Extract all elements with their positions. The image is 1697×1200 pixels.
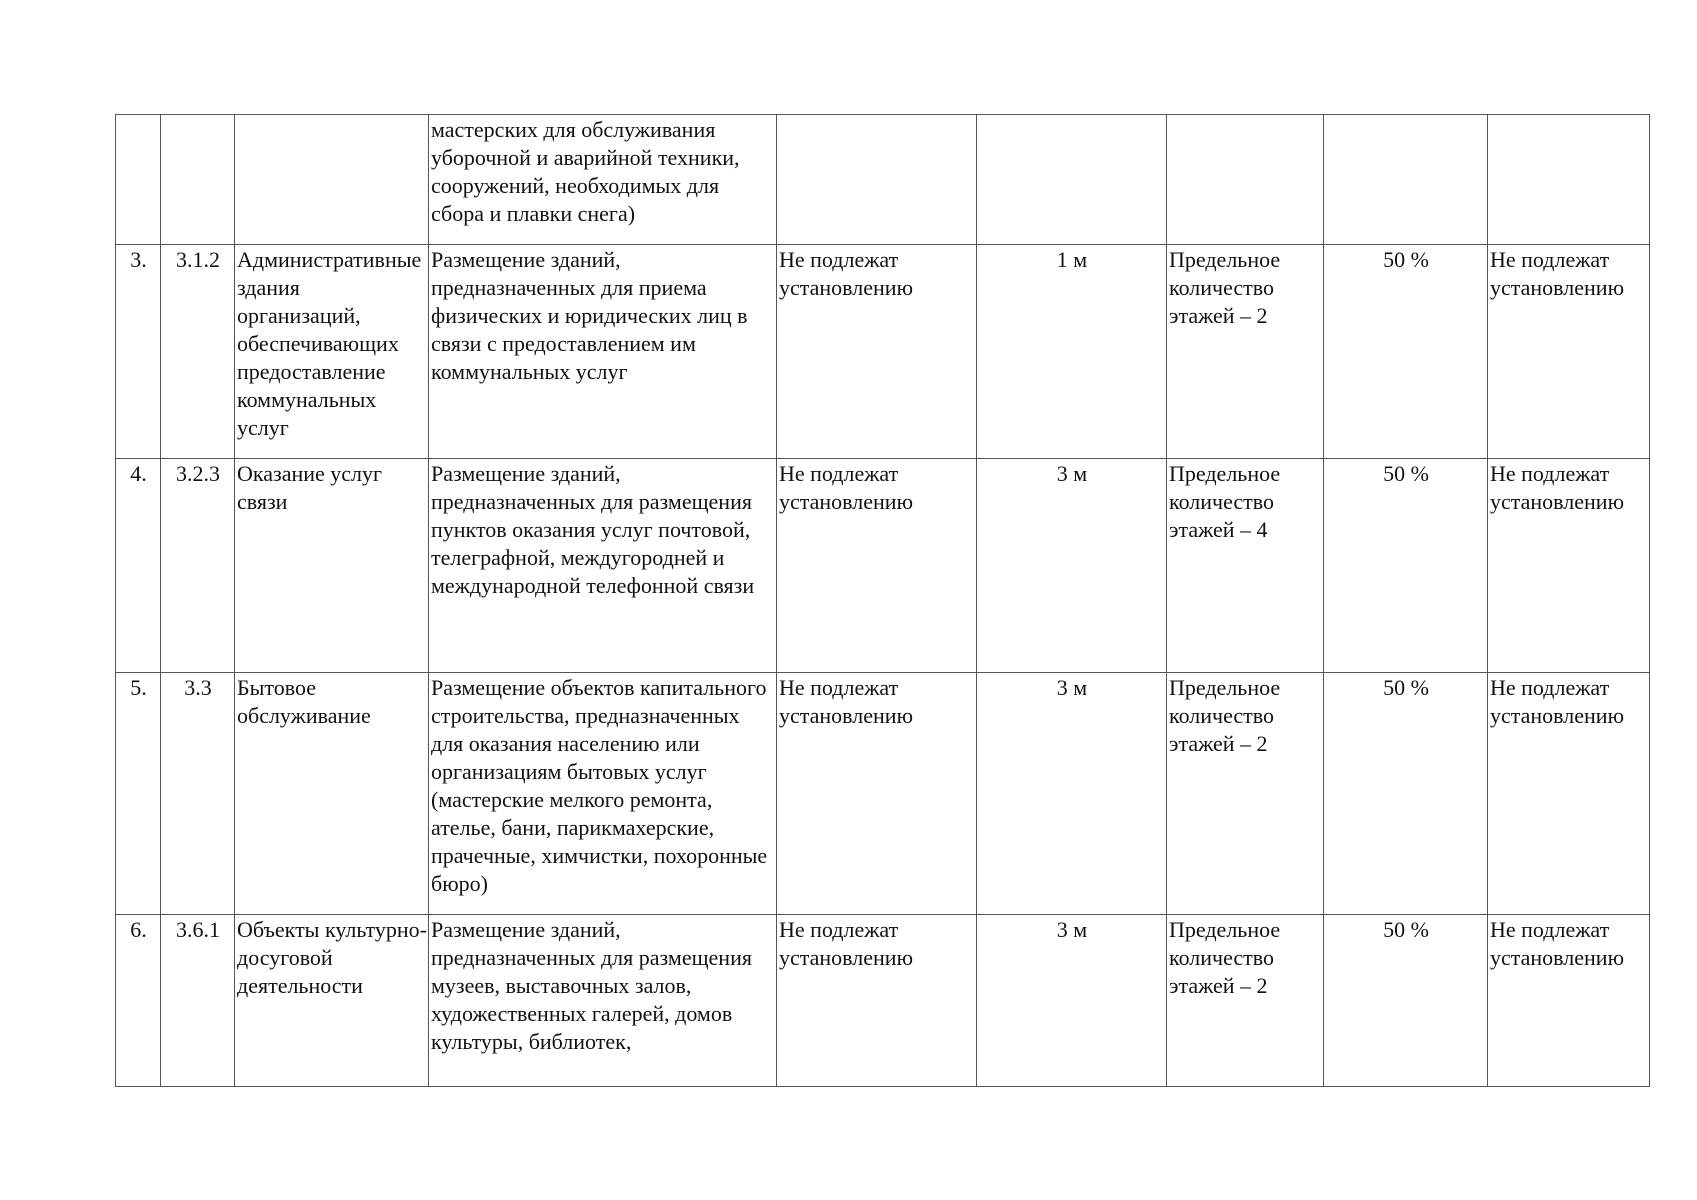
table-row: [116, 915, 1650, 1087]
use-code-cell: 3.6.1: [161, 915, 235, 1087]
setback-cell: 3 м: [977, 673, 1167, 915]
use-name-cell: Объекты культурно-досуговой деятельности: [235, 915, 429, 1087]
use-description-cell: Размещение зданий, предназначенных для приема физических и юридических лиц в связи с предоставлением им коммунальных услуг: [429, 245, 777, 459]
coverage-cell: [1324, 115, 1488, 245]
floors-cell: Предельное количество этажей – 4: [1167, 459, 1324, 673]
other-params-cell: Не подлежат установлению: [1488, 915, 1650, 1087]
row-number-cell: 5.: [116, 673, 161, 915]
other-params-cell: [1488, 115, 1650, 245]
table-row: [116, 115, 1650, 245]
coverage-cell: 50 %: [1324, 915, 1488, 1087]
use-code-cell: [161, 115, 235, 245]
setback-cell: 3 м: [977, 459, 1167, 673]
setback-cell: 3 м: [977, 915, 1167, 1087]
use-name-cell: Административные здания организаций, обеспечивающих предоставление коммунальных услуг: [235, 245, 429, 459]
use-description-cell: Размещение зданий, предназначенных для размещения музеев, выставочных залов, художественных галерей, домов культуры, библиотек,: [429, 915, 777, 1087]
floors-cell: [1167, 115, 1324, 245]
use-description-cell: Размещение зданий, предназначенных для размещения пунктов оказания услуг почтовой, телеграфной, междугородней и международной телефонной связи: [429, 459, 777, 673]
use-name-cell: Оказание услуг связи: [235, 459, 429, 673]
other-params-cell: Не подлежат установлению: [1488, 245, 1650, 459]
table-row: [116, 673, 1650, 915]
plot-area-cell: Не подлежат установлению: [777, 915, 977, 1087]
plot-area-cell: Не подлежат установлению: [777, 245, 977, 459]
use-code-cell: 3.2.3: [161, 459, 235, 673]
other-params-cell: Не подлежат установлению: [1488, 459, 1650, 673]
use-code-cell: 3.1.2: [161, 245, 235, 459]
floors-cell: Предельное количество этажей – 2: [1167, 915, 1324, 1087]
plot-area-cell: [777, 115, 977, 245]
plot-area-cell: Не подлежат установлению: [777, 673, 977, 915]
row-number-cell: 6.: [116, 915, 161, 1087]
plot-area-cell: Не подлежат установлению: [777, 459, 977, 673]
coverage-cell: 50 %: [1324, 459, 1488, 673]
use-code-cell: 3.3: [161, 673, 235, 915]
table-row: [116, 459, 1650, 673]
floors-cell: Предельное количество этажей – 2: [1167, 245, 1324, 459]
row-number-cell: 3.: [116, 245, 161, 459]
other-params-cell: Не подлежат установлению: [1488, 673, 1650, 915]
coverage-cell: 50 %: [1324, 673, 1488, 915]
use-name-cell: Бытовое обслуживание: [235, 673, 429, 915]
coverage-cell: 50 %: [1324, 245, 1488, 459]
floors-cell: Предельное количество этажей – 2: [1167, 673, 1324, 915]
use-description-cell: Размещение объектов капитального строительства, предназначенных для оказания населению или организациям бытовых услуг (мастерские мелкого ремонта, ателье, бани, парикмахерские, прачечные, химчистки, похоронные бюро): [429, 673, 777, 915]
setback-cell: 1 м: [977, 245, 1167, 459]
use-name-cell: [235, 115, 429, 245]
use-description-cell: мастерских для обслуживания уборочной и аварийной техники, сооружений, необходимых для сбора и плавки снега): [429, 115, 777, 245]
table-row: [116, 245, 1650, 459]
row-number-cell: 4.: [116, 459, 161, 673]
setback-cell: [977, 115, 1167, 245]
land-use-table: [115, 114, 1650, 1087]
row-number-cell: [116, 115, 161, 245]
